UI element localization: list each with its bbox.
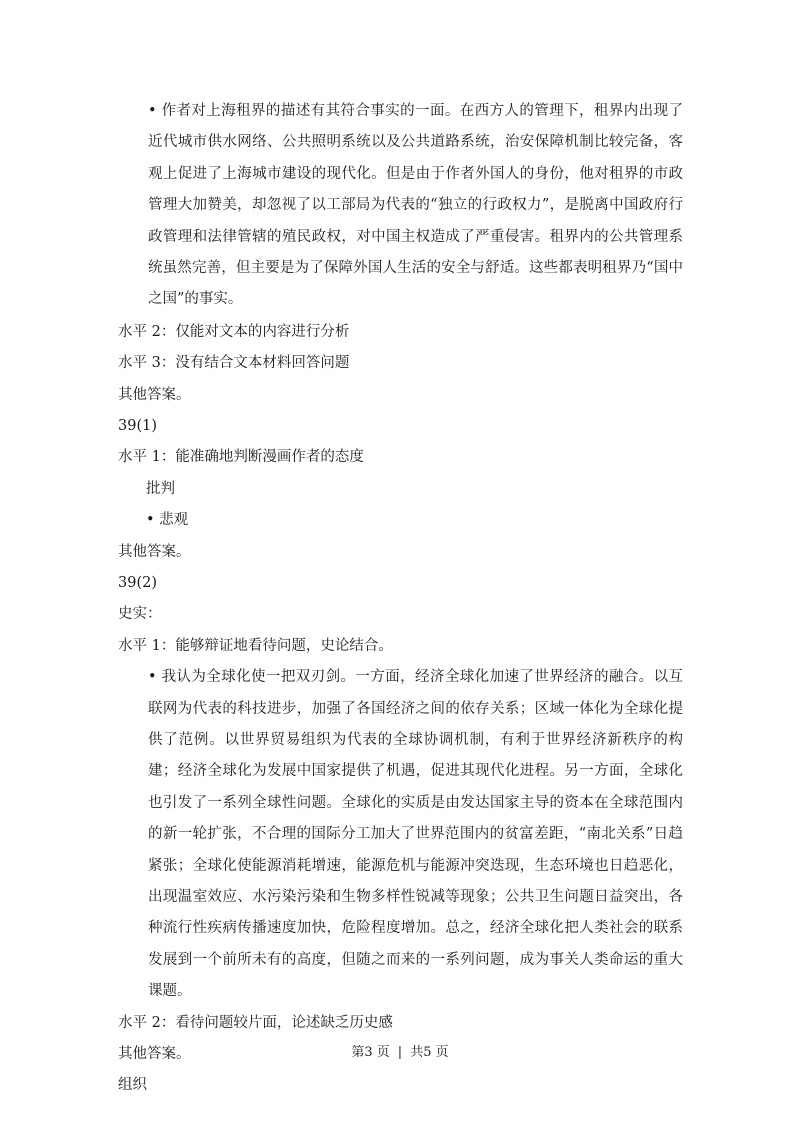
historical-facts-label: 史实： bbox=[118, 606, 162, 623]
question-number-39-1: 39(1) bbox=[118, 418, 157, 435]
page-number-current: 第3 页 bbox=[351, 1045, 390, 1060]
page-content bbox=[118, 96, 683, 1102]
question-number-39-2: 39(2) bbox=[118, 574, 157, 591]
level-2-criterion: 水平 2：看待问题较片面，论述缺乏历史感 bbox=[118, 1014, 393, 1031]
answer-option-pessimism: • 悲观 bbox=[146, 512, 189, 529]
organization-label: 组织 bbox=[118, 1077, 147, 1094]
other-answers-note: 其他答案。 bbox=[118, 543, 191, 560]
answer-paragraph-globalization: • 我认为全球化使一把双刃剑。一方面，经济全球化加速了世界经济的融合。以互联网为代表的科技进步，加强了各国经济之间的依存关系；区域一体化为全球化提供了范例。以世界贸易组织为代表的全球协调机制，有利于世界经济新秩序的构建；经济全球化为发展中国家提供了机遇，促进其现代化进程。另一方面，全球化也引发了一系列全球性问题。全球化的实质是由发达国家主导的资本在全球范围内的新一轮扩张，不合理的国际分工加大了世界范围内的贫富差距，“南北关系”日趋紧张；全球化使能源消耗增速，能源危机与能源冲突迭现，生态环境也日趋恶化，出现温室效应、水污染污染和生物多样性锐减等现象；公共卫生问题日益突出，各种流行性疾病传播速度加快，危险程度增加。总之，经济全球化把人类社会的联系发展到一个前所未有的高度，但随之而来的一系列问题，成为事关人类命运的重大课题。 bbox=[148, 669, 683, 1000]
level-3-criterion: 水平 3：没有结合文本材料回答问题 bbox=[118, 355, 350, 372]
answer-paragraph-shanghai-concession: • 作者对上海租界的描述有其符合事实的一面。在西方人的管理下，租界内出现了近代城市供水网络、公共照明系统以及公共道路系统，治安保障机制比较完备，客观上促进了上海城市建设的现代化。但是由于作者外国人的身份，他对租界的市政管理大加赞美，却忽视了以工部局为代表的“独立的行政权力”，是脱离中国政府行政管理和法律管辖的殖民政权，对中国主权造成了严重侵害。租界内的公共管理系统虽然完善，但主要是为了保障外国人生活的安全与舒适。这些都表明租界乃“国中之国”的事实。 bbox=[148, 103, 683, 308]
other-answers-note: 其他答案。 bbox=[118, 386, 191, 403]
page-number-total: 共5 页 bbox=[410, 1045, 449, 1060]
page-footer bbox=[0, 1044, 800, 1062]
level-2-criterion: 水平 2：仅能对文本的内容进行分析 bbox=[118, 323, 350, 340]
level-1-criterion: 水平 1：能够辩证地看待问题，史论结合。 bbox=[118, 637, 393, 654]
level-1-criterion: 水平 1：能准确地判断漫画作者的态度 bbox=[118, 449, 364, 466]
other-answers-note: 其他答案。 bbox=[118, 1046, 191, 1062]
answer-option-critique: 批判 bbox=[146, 480, 175, 497]
footer-separator: | bbox=[397, 1045, 403, 1060]
